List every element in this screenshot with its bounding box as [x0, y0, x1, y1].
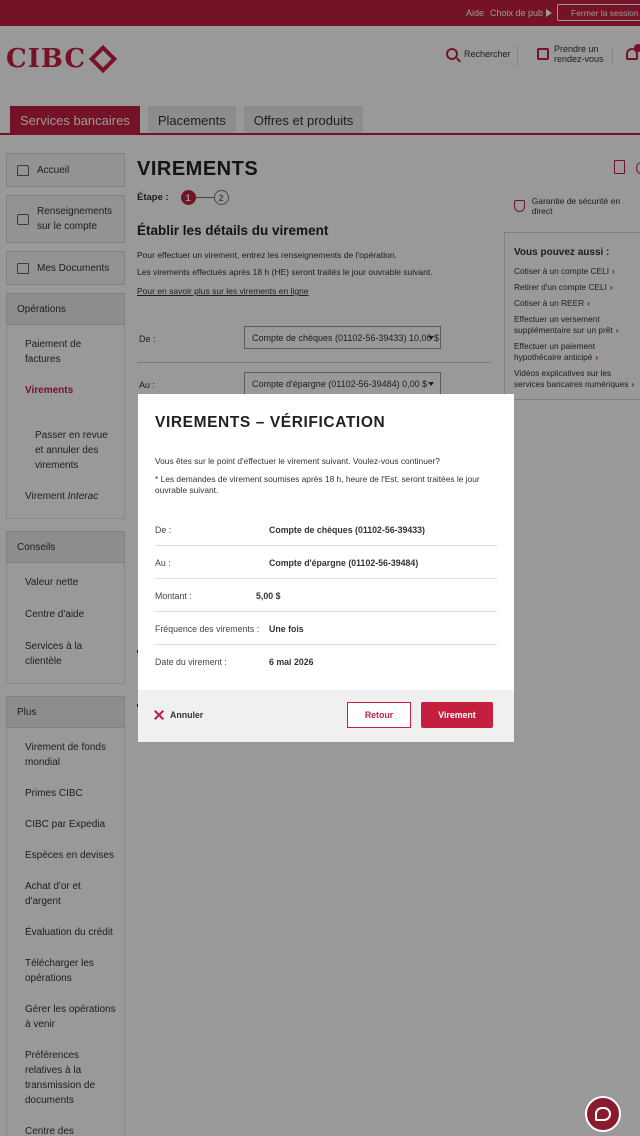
- page-title: VIREMENTS: [137, 158, 259, 180]
- close-icon: [154, 710, 164, 720]
- detail-label: Montant :: [155, 591, 192, 601]
- to-account-value: Compte d'épargne (01102-56-39484) 0,00 $: [252, 379, 428, 389]
- also-can-title: Vous pouvez aussi :: [514, 247, 610, 258]
- sidebar-item-gold-silver[interactable]: Achat d'or et d'argent: [25, 881, 81, 907]
- detail-value: Une fois: [269, 624, 304, 634]
- sidebar-item-credit-score[interactable]: Évaluation du crédit: [25, 927, 113, 938]
- sidebar-item-label: Accueil: [37, 164, 70, 176]
- help-link[interactable]: Aide: [466, 8, 485, 18]
- submit-transfer-button[interactable]: Virement: [421, 702, 493, 728]
- chat-button[interactable]: [585, 1096, 621, 1132]
- detail-value: Compte de chèques (01102-56-39433): [269, 525, 425, 535]
- sidebar-item-help-centre[interactable]: Centre d'aide: [25, 609, 85, 620]
- sidebar-item-label: Mes Documents: [37, 262, 110, 274]
- learn-more-link[interactable]: Pour en savoir plus sur les virements en ligne: [137, 286, 309, 296]
- chevron-right-icon: ›: [609, 282, 613, 292]
- sidebar-item-foreign-cash[interactable]: Espèces en devises: [25, 850, 114, 861]
- aside-link-label: Effectuer un paiement hypothécaire anticipé: [514, 341, 596, 362]
- from-label: De :: [139, 334, 156, 344]
- detail-row-amount: [155, 579, 497, 612]
- back-button[interactable]: Retour: [347, 702, 411, 728]
- ad-choice-label: Choix de pub: [490, 8, 544, 18]
- detail-row-date: [155, 645, 497, 678]
- from-account-value: Compte de chèques (01102-56-39433) 10,00 $: [252, 333, 439, 343]
- detail-row-to: [155, 546, 497, 579]
- label-part: Virement: [25, 491, 68, 502]
- detail-row-from: [155, 513, 497, 546]
- sidebar-item-rewards[interactable]: Primes CIBC: [25, 788, 83, 799]
- sidebar-item-net-worth[interactable]: Valeur nette: [25, 577, 79, 588]
- dialog-note-text: * Les demandes de virement soumises après 18 h, heure de l'Est, seront traitées le jour ouvrable suivant.: [155, 474, 480, 495]
- appointment-label-line2: rendez-vous: [554, 54, 604, 64]
- chevron-right-icon: ›: [595, 352, 599, 362]
- appointment-label-line1: Prendre un: [554, 44, 599, 54]
- detail-label: Au :: [155, 558, 171, 568]
- sidebar-item-customer-service[interactable]: Services à la clientèle: [25, 641, 83, 667]
- chevron-right-icon: ›: [612, 266, 615, 276]
- step-label: Étape :: [137, 192, 169, 203]
- dialog-footer: [138, 690, 514, 742]
- sidebar-item-global-transfer[interactable]: Virement de fonds mondial: [25, 742, 106, 768]
- detail-value: Compte d'épargne (01102-56-39484): [269, 558, 419, 568]
- sidebar-section-plus: Plus: [6, 696, 125, 728]
- detail-value: 5,00 $: [256, 591, 281, 601]
- sidebar-item-centre[interactable]: Centre des: [25, 1126, 74, 1136]
- logout-button[interactable]: Fermer la session: [557, 4, 640, 21]
- logo-text: CIBC: [6, 44, 87, 74]
- label-line: Renseignements: [37, 206, 113, 217]
- sidebar-item-bill-payment[interactable]: Paiement de factures: [25, 339, 82, 365]
- step-2: 2: [214, 190, 229, 205]
- label-line: sur le compte: [37, 221, 98, 232]
- sidebar-section-operations: Opérations: [6, 293, 125, 325]
- sidebar-item-download-transactions[interactable]: Télécharger les opérations: [25, 958, 94, 984]
- aside-link-label: Vidéos explicatives sur les services bancaires numériques: [514, 368, 629, 389]
- detail-row-frequency: [155, 612, 497, 645]
- transfer-verification-dialog: [138, 394, 514, 742]
- dialog-confirm-text: Vous êtes sur le point d'effectuer le virement suivant. Voulez-vous continuer?: [155, 456, 440, 466]
- intro-text: Pour effectuer un virement, entrez les renseignements de l'opération.: [137, 250, 397, 260]
- chevron-right-icon: ›: [615, 325, 619, 335]
- sidebar-item-delivery-preferences[interactable]: Préférences relatives à la transmission de documents: [25, 1050, 96, 1106]
- intro-text: Les virements effectués après 18 h (HE) seront traités le jour ouvrable suivant.: [137, 267, 433, 277]
- tab-services-bancaires[interactable]: Services bancaires: [10, 106, 140, 134]
- sidebar-section-conseils: Conseils: [6, 531, 125, 563]
- aside-link-label: Cotiser à un REER: [514, 298, 585, 308]
- detail-label: De :: [155, 525, 172, 535]
- sidebar-item-transfers[interactable]: Virements: [25, 385, 74, 396]
- aside-link-label: Retirer d'un compte CELI: [514, 282, 607, 292]
- sidebar-item-review-transfers[interactable]: Passer en revue et annuler des virements: [35, 430, 108, 471]
- security-label: Garantie de sécurité en direct: [531, 196, 621, 216]
- sidebar-item-expedia[interactable]: CIBC par Expedia: [25, 819, 106, 830]
- chevron-right-icon: ›: [631, 379, 635, 389]
- detail-label: Fréquence des virements :: [155, 624, 260, 634]
- cancel-button[interactable]: [154, 710, 203, 720]
- search-label: Rechercher: [464, 49, 511, 59]
- aside-link-label: Effectuer un versement supplémentaire sur un prêt: [514, 314, 613, 335]
- step-1: 1: [181, 190, 196, 205]
- aside-link-label: Cotiser à un compte CELI: [514, 266, 609, 276]
- to-label: Au :: [139, 380, 156, 390]
- interac-label: Interac: [67, 491, 99, 502]
- tab-placements[interactable]: Placements: [148, 106, 236, 134]
- chevron-right-icon: ›: [587, 298, 590, 308]
- cancel-label: Annuler: [170, 710, 204, 720]
- tab-offres-produits[interactable]: Offres et produits: [244, 106, 363, 134]
- sidebar-item-upcoming-transactions[interactable]: Gérer les opérations à venir: [25, 1004, 116, 1030]
- detail-label: Date du virement :: [155, 657, 227, 667]
- detail-value: 6 mai 2026: [269, 657, 314, 667]
- section-subtitle: Établir les détails du virement: [137, 223, 329, 238]
- dialog-title: VIREMENTS – VÉRIFICATION: [155, 414, 386, 431]
- chat-icon: [595, 1107, 611, 1121]
